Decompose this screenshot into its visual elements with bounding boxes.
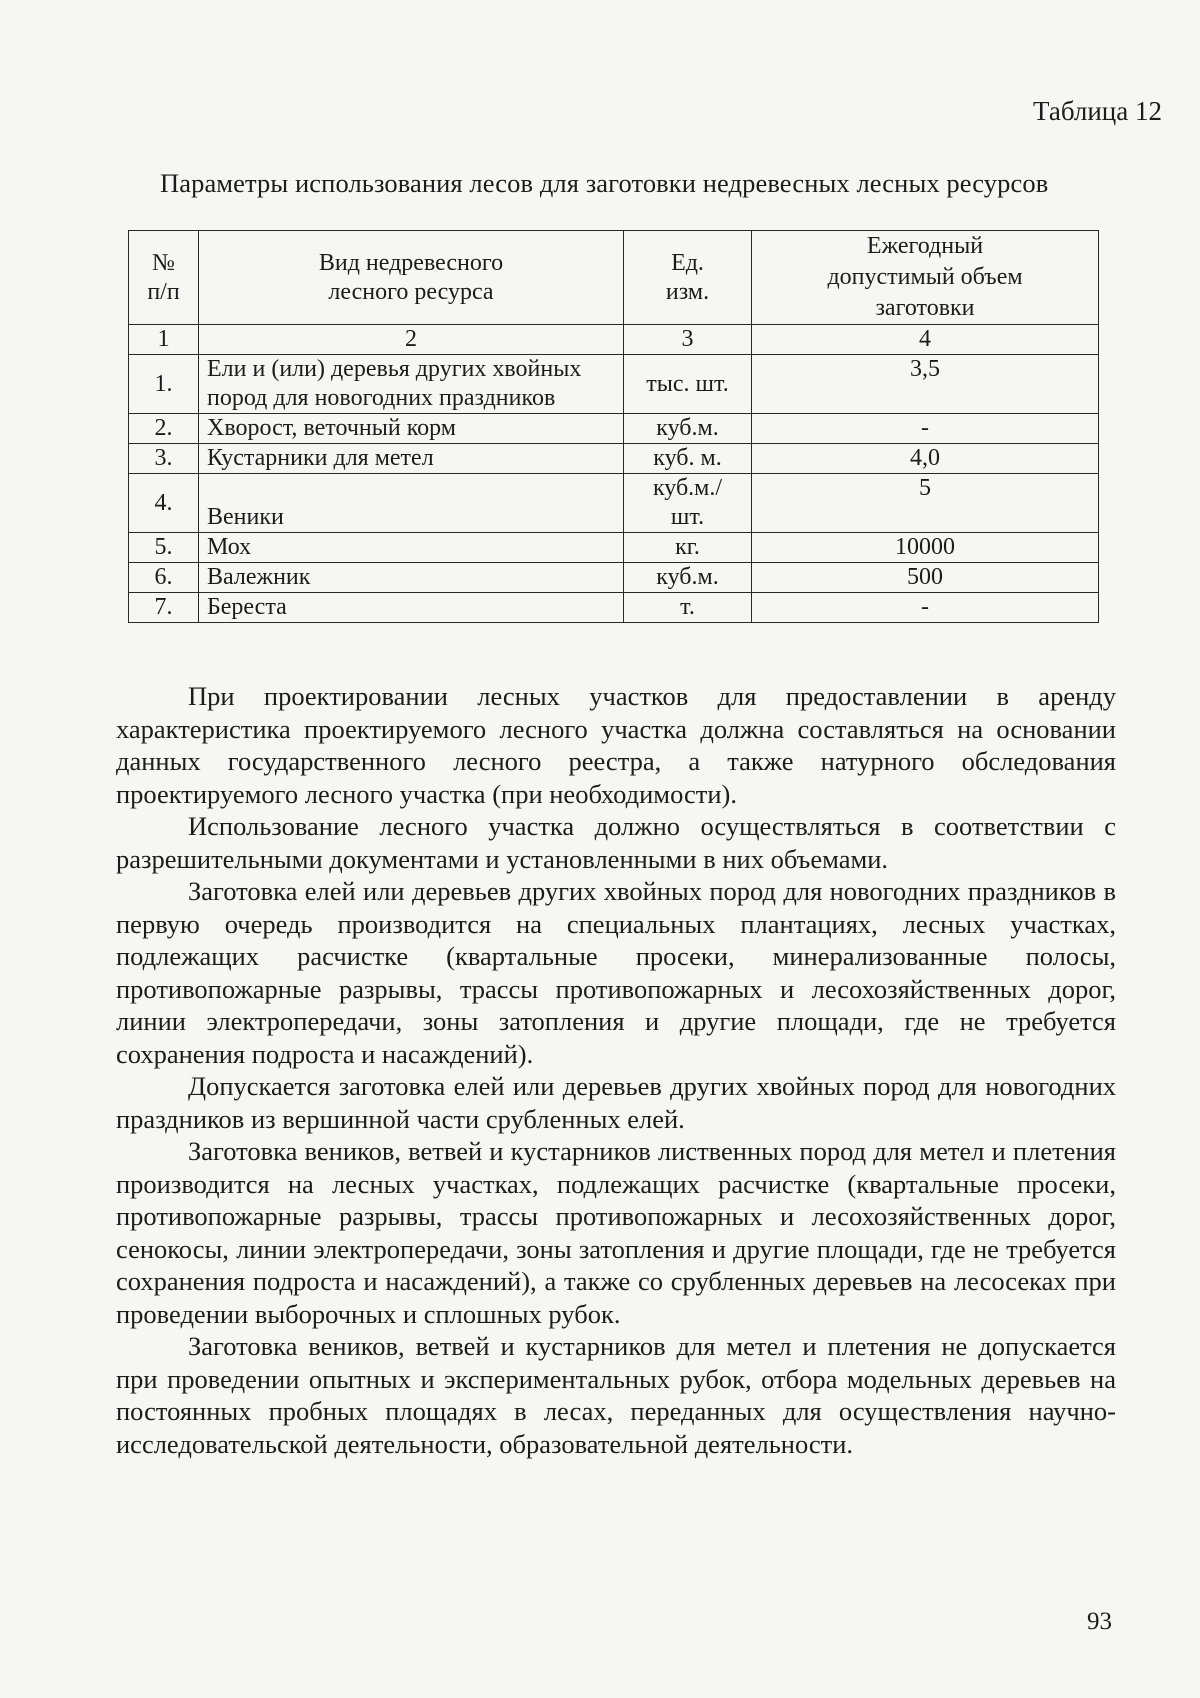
unit: кг. bbox=[624, 533, 752, 563]
table-row bbox=[129, 444, 1099, 474]
resource-name: Кустарники для метел bbox=[199, 444, 624, 474]
annual-volume: 10000 bbox=[752, 533, 1099, 563]
index-cell: 3 bbox=[624, 325, 752, 355]
resource-name: Мох bbox=[199, 533, 624, 563]
column-header-annual-volume: Ежегодный допустимый объем заготовки bbox=[752, 231, 1099, 325]
index-cell: 1 bbox=[129, 325, 199, 355]
table-row bbox=[129, 474, 1099, 533]
annual-volume: - bbox=[752, 414, 1099, 444]
annual-volume: 4,0 bbox=[752, 444, 1099, 474]
table-row bbox=[129, 414, 1099, 444]
resource-name: Валежник bbox=[199, 563, 624, 593]
resource-name: Хворост, веточный корм bbox=[199, 414, 624, 444]
annual-volume: - bbox=[752, 593, 1099, 623]
row-number: 2. bbox=[129, 414, 199, 444]
column-header-unit: Ед. изм. bbox=[624, 231, 752, 325]
table-row bbox=[129, 533, 1099, 563]
unit: куб.м./ шт. bbox=[624, 474, 752, 533]
row-number: 5. bbox=[129, 533, 199, 563]
unit: т. bbox=[624, 593, 752, 623]
row-number: 3. bbox=[129, 444, 199, 474]
resource-name: Веники bbox=[199, 474, 624, 533]
paragraph: При проектировании лесных участков для предоставлении в аренду характеристика проектируемого лесного участка должна составляться на основании данных государственного лесного реестра, а также натурного обследования проектируемого лесного участка (при необходимости). bbox=[116, 681, 1116, 809]
column-header-number: № п/п bbox=[129, 231, 199, 325]
table-label: Таблица 12 bbox=[1033, 96, 1162, 126]
annual-volume: 500 bbox=[752, 563, 1099, 593]
index-cell: 2 bbox=[199, 325, 624, 355]
table-row bbox=[129, 593, 1099, 623]
row-number: 4. bbox=[129, 474, 199, 533]
table-row bbox=[129, 355, 1099, 414]
column-header-resource-type: Вид недревесного лесного ресурса bbox=[199, 231, 624, 325]
row-number: 6. bbox=[129, 563, 199, 593]
unit: куб.м. bbox=[624, 414, 752, 444]
table-index-row bbox=[129, 325, 1099, 355]
annual-volume: 5 bbox=[752, 474, 1099, 533]
table-title: Параметры использования лесов для заготовки недревесных лесных ресурсов bbox=[160, 168, 1049, 198]
table-header-row bbox=[129, 231, 1099, 325]
paragraph: Заготовка веников, ветвей и кустарников для метел и плетения не допускается при проведении опытных и экспериментальных рубок, отбора модельных деревьев на постоянных пробных площадях в лесах, переданных для осуществления научно-исследовательской деятельности, образовательной деятельности. bbox=[116, 1331, 1116, 1459]
resource-name: Береста bbox=[199, 593, 624, 623]
table-row bbox=[129, 563, 1099, 593]
index-cell: 4 bbox=[752, 325, 1099, 355]
unit: куб.м. bbox=[624, 563, 752, 593]
row-number: 7. bbox=[129, 593, 199, 623]
unit: тыс. шт. bbox=[624, 355, 752, 414]
annual-volume: 3,5 bbox=[752, 355, 1099, 414]
paragraph: Использование лесного участка должно осуществляться в соответствии с разрешительными документами и установленными в них объемами. bbox=[116, 811, 1116, 874]
paragraph: Заготовка веников, ветвей и кустарников лиственных пород для метел и плетения производится на лесных участках, подлежащих расчистке (квартальные просеки, противопожарные разрывы, трассы противопожарных и лесохозяйственных дорог, сенокосы, линии электропередачи, зоны затопления и другие площади, где не требуется сохранения подроста и насаждений), а также со срубленных деревьев на лесосеках при проведении выборочных и сплошных рубок. bbox=[116, 1136, 1116, 1329]
body-text bbox=[116, 680, 1116, 1460]
paragraph: Заготовка елей или деревьев других хвойных пород для новогодних праздников в первую очередь производится на специальных плантациях, лесных участках, подлежащих расчистке (квартальные просеки, минерализованные полосы, противопожарные разрывы, трассы противопожарных и лесохозяйственных дорог, линии электропередачи, зоны затопления и другие площади, где не требуется сохранения подроста и насаждений). bbox=[116, 876, 1116, 1069]
row-number: 1. bbox=[129, 355, 199, 414]
resource-name: Ели и (или) деревья других хвойных пород для новогодних праздников bbox=[199, 355, 624, 414]
page-number: 93 bbox=[1087, 1608, 1112, 1635]
unit: куб. м. bbox=[624, 444, 752, 474]
parameters-table bbox=[128, 230, 1099, 623]
paragraph: Допускается заготовка елей или деревьев других хвойных пород для новогодних праздников из вершинной части срубленных елей. bbox=[116, 1071, 1116, 1134]
